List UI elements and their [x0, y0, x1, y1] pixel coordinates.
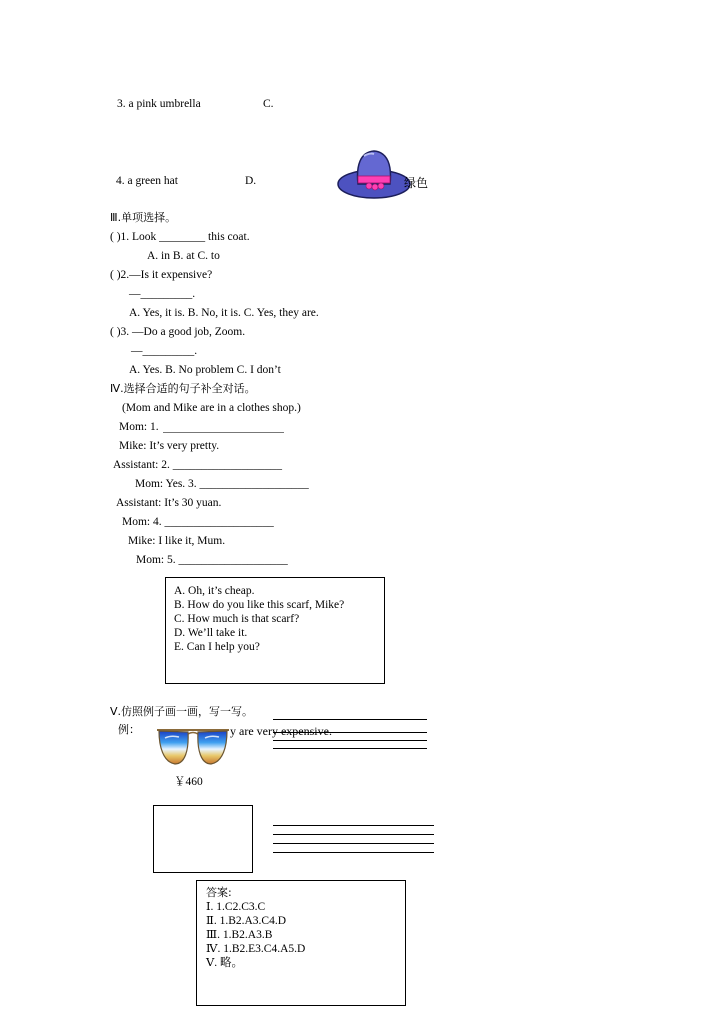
q3-blank: —_________. [131, 345, 198, 357]
writing-line [273, 825, 434, 826]
example-label: 例： [118, 723, 140, 736]
dialogue-line-7: Mike: I like it, Mum. [128, 535, 226, 547]
sunglasses-image [155, 726, 231, 770]
q2-blank: —_________. [129, 288, 196, 300]
dialogue-line-8: Mom: 5. ___________________ [136, 554, 288, 566]
item-4-letter: D. [245, 175, 257, 187]
hat-image [336, 148, 414, 204]
q1-options: A. in B. at C. to [147, 250, 220, 262]
q3-options: A. Yes. B. No problem C. I don’t [129, 364, 281, 376]
dialogue-line-6: Mom: 4. ___________________ [122, 516, 274, 528]
dialogue-context: (Mom and Mike are in a clothes shop.) [122, 402, 301, 414]
writing-line [273, 740, 427, 741]
writing-line [273, 852, 434, 853]
dialogue-line-5: Assistant: It’s 30 yuan. [116, 497, 222, 509]
dialogue-option: E. Can I help you? [174, 641, 260, 653]
answer-line: Ⅲ. 1.B2.A3.B [206, 929, 273, 941]
part4-title: Ⅳ.选择合适的句子补全对话。 [110, 382, 256, 395]
answer-line: Ⅰ. 1.C2.C3.C [206, 901, 266, 913]
answers-title: 答案: [206, 886, 232, 899]
writing-line [273, 732, 427, 733]
q3-text: ( )3. —Do a good job, Zoom. [110, 326, 246, 338]
dialogue-line-1: Mom: 1. [119, 421, 159, 433]
dialogue-option: C. How much is that scarf? [174, 613, 300, 625]
q2-options: A. Yes, it is. B. No, it is. C. Yes, they are. [129, 307, 319, 319]
answer-line: Ⅴ. 略。 [206, 957, 244, 969]
q1-text: ( )1. Look ________ this coat. [110, 231, 250, 243]
writing-line [273, 719, 427, 720]
dialogue-option: D. We’ll take it. [174, 627, 248, 639]
dialogue-options-box [165, 577, 385, 684]
writing-line [273, 748, 427, 749]
dialogue-line-4: Mom: Yes. 3. ___________________ [135, 478, 309, 490]
q2-text: ( )2.—Is it expensive? [110, 269, 213, 281]
writing-line [273, 843, 434, 844]
sunglasses-bridge [188, 733, 198, 735]
dialogue-line-2: Mike: It’s very pretty. [119, 440, 220, 452]
example-price: ￥460 [174, 776, 203, 788]
drawing-box[interactable] [153, 805, 253, 873]
example-sentence: y are very expensive. [230, 724, 332, 738]
answer-line: Ⅳ. 1.B2.E3.C4.A5.D [206, 943, 306, 955]
item-3-letter: C. [263, 98, 274, 110]
hat-bead [366, 183, 372, 189]
hat-band [358, 176, 390, 183]
writing-line [273, 834, 434, 835]
part5-title: Ⅴ.仿照例子画一画，写一写。 [110, 705, 254, 718]
hat-bead [378, 183, 384, 189]
answers-box [196, 880, 406, 1006]
dialogue-line-3: Assistant: 2. ___________________ [113, 459, 282, 471]
hat-bead [372, 184, 378, 190]
hat-color-label: 绿色 [404, 176, 429, 190]
item-3-text: 3. a pink umbrella [117, 98, 201, 110]
dialogue-blank-1 [163, 432, 284, 433]
dialogue-option: A. Oh, it’s cheap. [174, 585, 255, 597]
answer-line: Ⅱ. 1.B2.A3.C4.D [206, 915, 287, 927]
dialogue-option: B. How do you like this scarf, Mike? [174, 599, 345, 611]
part3-title: Ⅲ.单项选择。 [110, 211, 177, 224]
item-4-text: 4. a green hat [116, 175, 178, 187]
